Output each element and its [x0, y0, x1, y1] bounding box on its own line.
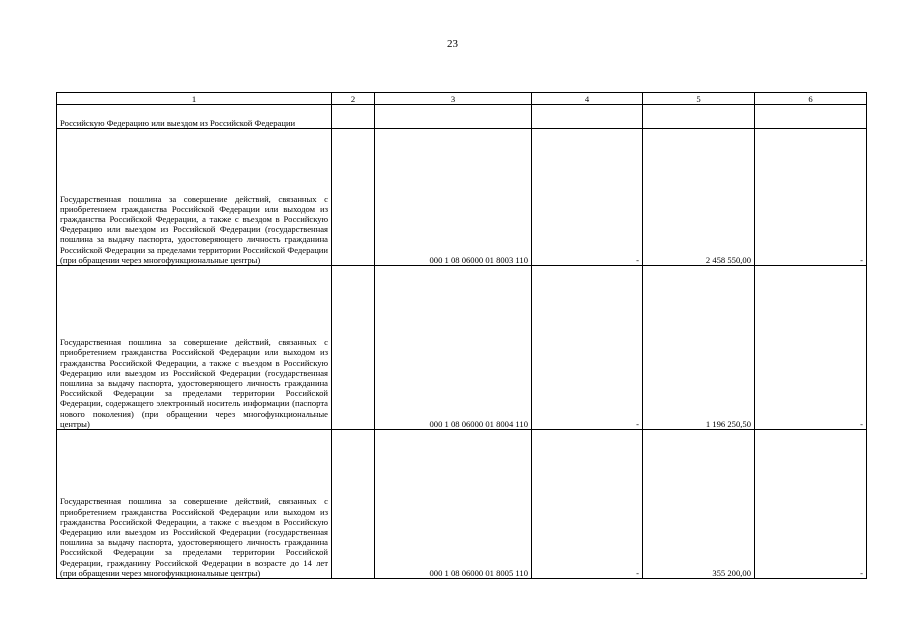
revenue-table — [56, 92, 867, 579]
cell-col6: - — [755, 129, 867, 266]
cell-col4: - — [532, 129, 643, 266]
row-name: Российскую Федерацию или выездом из Российской Федерации — [57, 105, 332, 129]
cell-col5: 355 200,00 — [643, 430, 755, 579]
row-name: Государственная пошлина за совершение действий, связанных с приобретением гражданства Российской Федерации или выходом из гражданства Российской Федерации, а также с въездом в Российскую Федерацию или выездом из Российской Федерации (государственная пошлина за выдачу паспорта, удостоверяющего личность гражданина Российской Федерации за пределами территории Российской Федерации (при обращении через многофункциональные центры) — [57, 129, 332, 266]
cell-col2 — [332, 105, 375, 129]
table-row — [57, 266, 867, 430]
cell-col4: - — [532, 266, 643, 430]
cell-col4 — [532, 105, 643, 129]
cell-code — [375, 105, 532, 129]
column-header: 2 — [332, 93, 375, 105]
row-name: Государственная пошлина за совершение действий, связанных с приобретением гражданства Российской Федерации или выходом из гражданства Российской Федерации, а также с въездом в Российскую Федерацию или выездом из Российской Федерации (государственная пошлина за выдачу паспорта, удостоверяющего личность гражданина Российской Федерации за пределами территории Российской Федерации, содержащего электронный носитель информации (паспорта нового поколения) (при обращении через многофункциональные центры) — [57, 266, 332, 430]
table-row — [57, 105, 867, 129]
cell-code: 000 1 08 06000 01 8005 110 — [375, 430, 532, 579]
cell-col2 — [332, 266, 375, 430]
table-row — [57, 129, 867, 266]
cell-col2 — [332, 430, 375, 579]
cell-col6: - — [755, 430, 867, 579]
column-header: 3 — [375, 93, 532, 105]
table-row — [57, 430, 867, 579]
column-header: 5 — [643, 93, 755, 105]
cell-code: 000 1 08 06000 01 8004 110 — [375, 266, 532, 430]
cell-col6: - — [755, 266, 867, 430]
column-header: 1 — [57, 93, 332, 105]
cell-col5: 2 458 550,00 — [643, 129, 755, 266]
cell-code: 000 1 08 06000 01 8003 110 — [375, 129, 532, 266]
cell-col5 — [643, 105, 755, 129]
cell-col4: - — [532, 430, 643, 579]
column-header: 6 — [755, 93, 867, 105]
cell-col2 — [332, 129, 375, 266]
row-name: Государственная пошлина за совершение действий, связанных с приобретением гражданства Российской Федерации или выходом из гражданства Российской Федерации, а также с въездом в Российскую Федерацию или выездом из Российской Федерации (государственная пошлина за выдачу паспорта, удостоверяющего личность гражданина Российской Федерации за пределами территории Российской Федерации, гражданину Российской Федерации в возрасте до 14 лет (при обращении через многофункциональные центры) — [57, 430, 332, 579]
table-header-row — [57, 93, 867, 105]
cell-col6 — [755, 105, 867, 129]
page-number: 23 — [447, 38, 458, 50]
cell-col5: 1 196 250,50 — [643, 266, 755, 430]
column-header: 4 — [532, 93, 643, 105]
